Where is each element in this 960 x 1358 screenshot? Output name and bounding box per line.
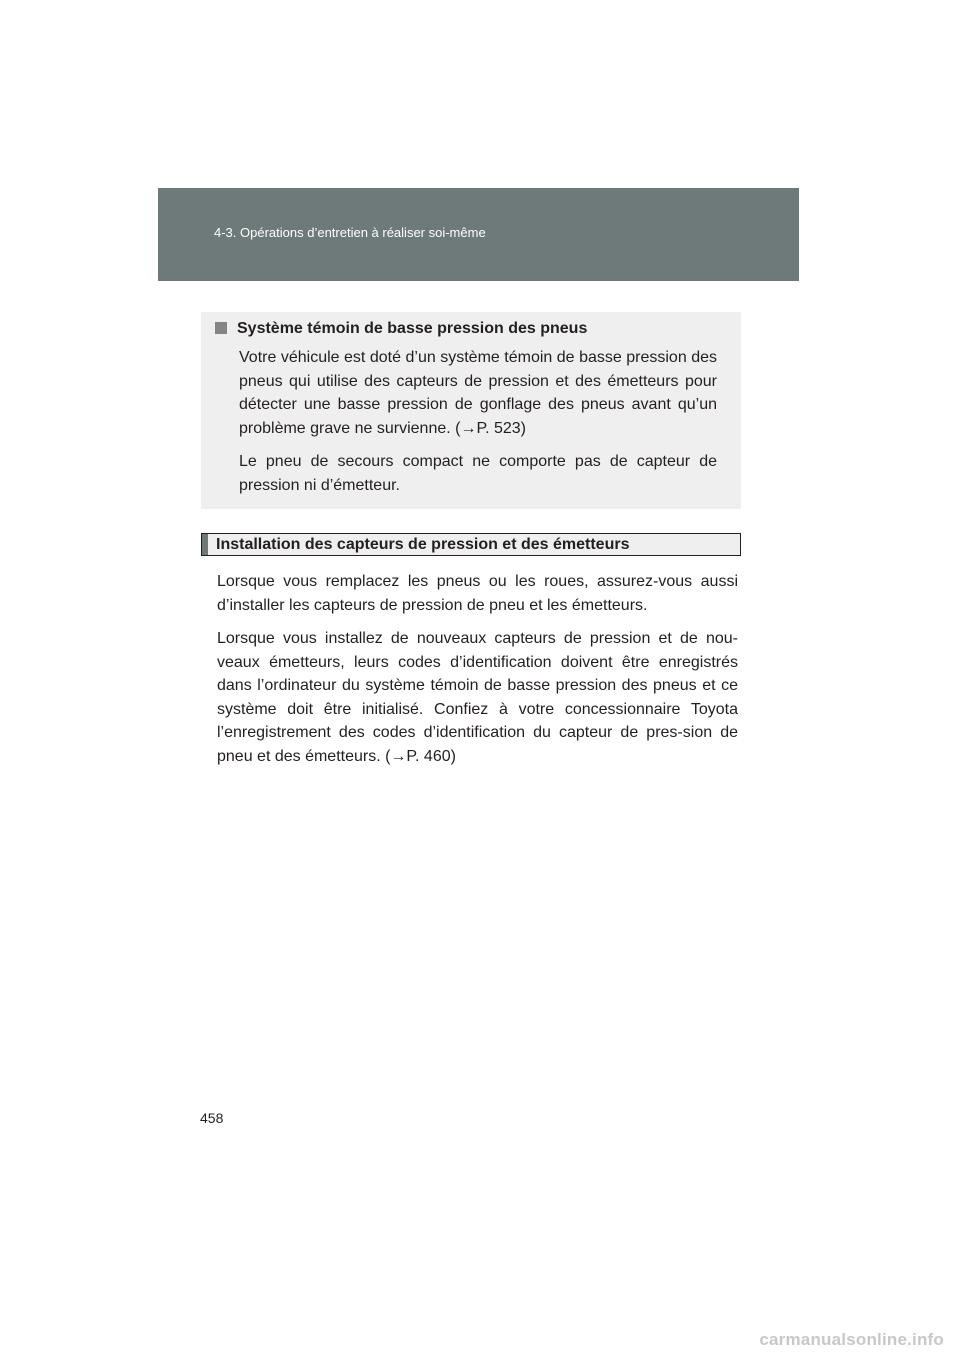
body-paragraph: Lorsque vous installez de nouveaux capteurs de pression et de nou-veaux émetteurs, leurs codes d’identification doivent être enregistrés dans l’ordinateur du système témoin de basse pression des pneus et ce système doit être initialisé. Confiez à votre concessionnaire Toyota l’enregistrement des codes d’identification du capteur de pres-sion de pneu et des émetteurs. (→P. 460) (217, 630, 738, 765)
note-title (215, 320, 587, 338)
watermark: carmanualsonline.info (759, 1330, 944, 1349)
section-heading-marker (202, 534, 208, 555)
note-paragraph: Votre véhicule est doté d’un système témoin de basse pression des pneus qui utilise des capteurs de pression et des émetteurs pour détecter une basse pression de gonflage des pneus avant qu’un problème grave ne survienne. (→P. 523) (239, 349, 717, 437)
chapter-section-label: 4-3. Opérations d’entretien à réaliser soi-même (214, 225, 486, 240)
body-paragraph: Lorsque vous remplacez les pneus ou les roues, assurez-vous aussi d’installer les capteurs de pression de pneu et les émetteurs. (217, 573, 738, 614)
note-paragraph: Le pneu de secours compact ne comporte pas de capteur de pression ni d’émetteur. (239, 453, 717, 494)
note-body (239, 346, 717, 507)
square-bullet-icon (215, 322, 227, 334)
chapter-header-band (158, 188, 799, 281)
info-note-box (201, 312, 741, 509)
note-title-text: Système témoin de basse pression des pneus (237, 320, 588, 337)
section-heading-text: Installation des capteurs de pression et des émetteurs (216, 536, 630, 553)
section-heading (201, 533, 741, 556)
page-number: 458 (200, 1110, 224, 1126)
section-body (217, 570, 738, 778)
